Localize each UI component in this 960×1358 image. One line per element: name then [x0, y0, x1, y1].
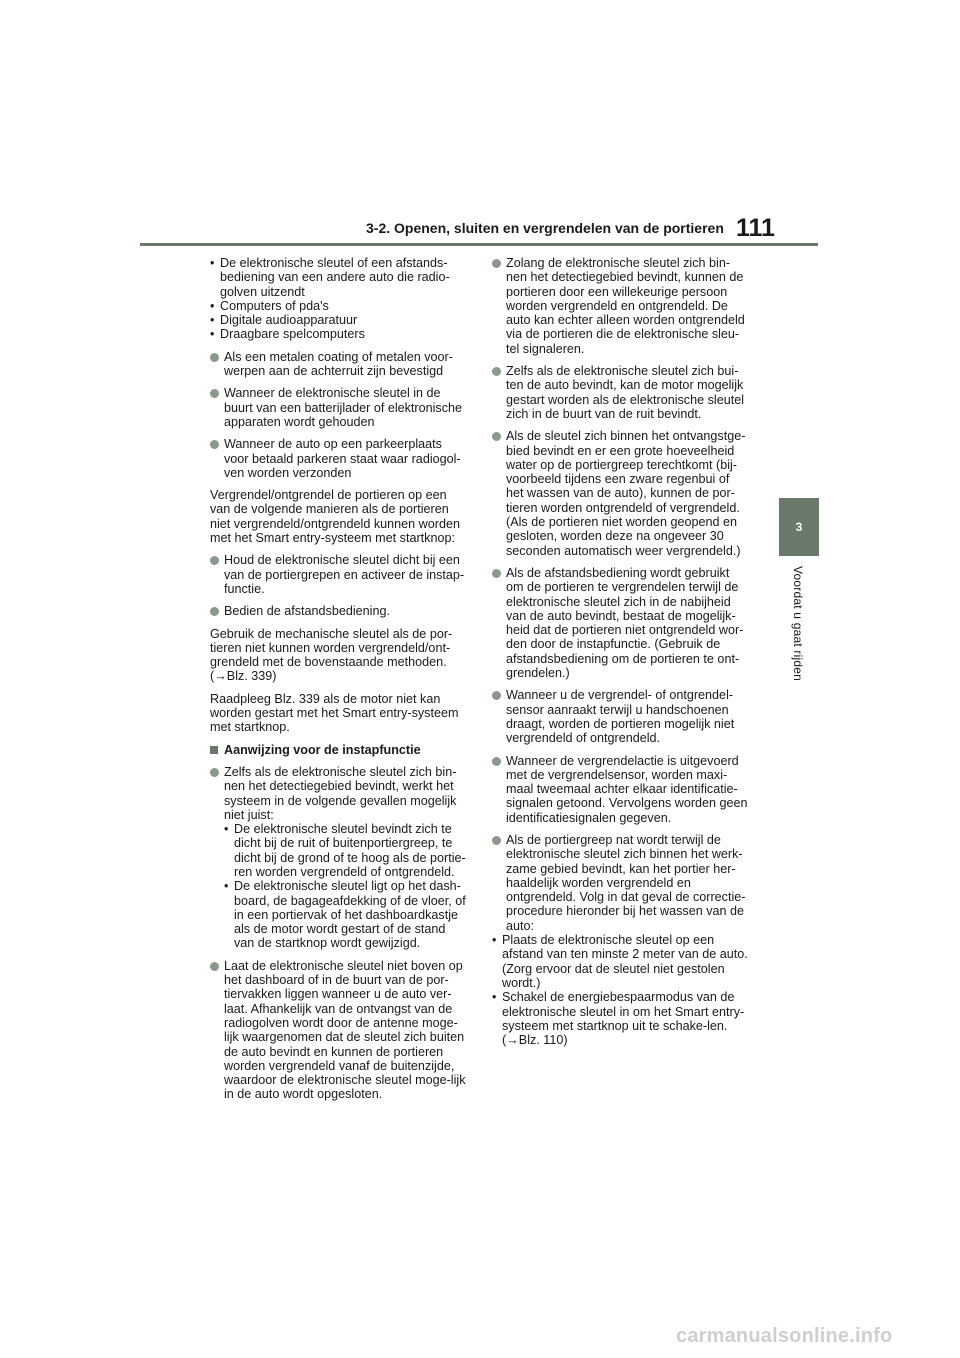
right-column: [492, 256, 748, 1055]
bullet-item: Zelfs als de elektronische sleutel zich bui-ten de auto bevindt, kan de motor mogelijk gestart worden als de elektronische sleutel zich in de buurt van de ruit bevindt.: [492, 364, 748, 421]
list-item: • Computers of pda's: [210, 299, 466, 313]
section-title: 3-2. Openen, sluiten en vergrendelen van de portieren: [366, 220, 724, 236]
bullet-dot-icon: [492, 836, 501, 845]
bullet-dot-icon: [210, 353, 219, 362]
bullet-dot-icon: [210, 607, 219, 616]
list-item: • De elektronische sleutel of een afstands-bediening van een andere auto die radio-golven uitzendt: [210, 256, 466, 299]
bullet-dot-icon: [210, 962, 219, 971]
procedure-list: [492, 933, 748, 1047]
list-item: • Schakel de energiebespaarmodus van de elektronische sleutel in om het Smart entry-systeem met startknop uit te schake-len. (→Blz. 110): [492, 990, 748, 1047]
chapter-title: Voordat u gaat rijden: [791, 566, 805, 681]
bullet-dot-icon: [492, 757, 501, 766]
bullet-dot-icon: [210, 440, 219, 449]
bullet-dot-icon: [492, 569, 501, 578]
bullet-dot-icon: [210, 768, 219, 777]
square-bullet-icon: [210, 746, 218, 754]
paragraph: Raadpleeg Blz. 339 als de motor niet kan worden gestart met het Smart entry-systeem met startknop.: [210, 691, 459, 735]
bullet-item: Wanneer de vergrendelactie is uitgevoerd met de vergrendelsensor, worden maxi-maal tweemaal achter elkaar identificatie-signalen getoond. Vervolgens worden geen identificatiesignalen gegeven.: [492, 754, 748, 825]
bullet-item: Als een metalen coating of metalen voor-werpen aan de achterruit zijn bevestigd: [210, 350, 466, 379]
watermark[interactable]: carmanualsonline.info: [676, 1325, 893, 1347]
paragraph: Gebruik de mechanische sleutel als de por-tieren niet kunnen worden vergrendeld/ont-grendeld met de bovenstaande methoden. (→Blz. 339): [210, 626, 453, 684]
bullet-dot-icon: [492, 432, 501, 441]
list-item: • De elektronische sleutel ligt op het dash-board, de bagageafdekking of de vloer, of in een portiervak of het dashboardkastje als de motor wordt gestart of de stand van de startknop wordt gewijzigd.: [224, 879, 466, 950]
bullet-dot-icon: [492, 691, 501, 700]
bullet-item: Bedien de afstandsbediening.: [210, 604, 466, 618]
subheading: Aanwijzing voor de instapfunctie: [210, 743, 466, 757]
bullet-dot-icon: [492, 259, 501, 268]
list-item: • Digitale audioapparatuur: [210, 313, 466, 327]
bullet-item: Wanneer u de vergrendel- of ontgrendel-sensor aanraakt terwijl u handschoenen draagt, worden de portieren mogelijk niet vergrendeld of ontgrendeld.: [492, 688, 748, 745]
bullet-item: Als de afstandsbediening wordt gebruikt om de portieren te vergrendelen terwijl de elektronische sleutel zich in de nabijheid van de auto bevindt, bestaat de mogelijk-heid dat de portieren niet ontgrendeld wor-den door de instapfunctie. (Gebruik de afstandsbediening om de portieren te ont-grendelen.): [492, 566, 748, 680]
bullet-dot-icon: [492, 367, 501, 376]
bullet-item: Wanneer de auto op een parkeerplaats voor betaald parkeren staat waar radiogol-ven worden verzonden: [210, 437, 466, 480]
list-item: • De elektronische sleutel bevindt zich te dicht bij de ruit of buitenportiergreep, te dicht bij de grond of te hoog als de portie-ren worden vergrendeld of ontgrendeld.: [224, 822, 466, 879]
bullet-dot-icon: [210, 389, 219, 398]
list-item: • Draagbare spelcomputers: [210, 327, 466, 341]
bullet-item: Als de portiergreep nat wordt terwijl de elektronische sleutel zich binnen het werk-zame gebied bevindt, kan het portier her-haaldelijk worden vergrendeld en ontgrendeld. Volg in dat geval de correctie-procedure hieronder bij het wassen van de auto:: [492, 833, 748, 933]
bullet-item: Zolang de elektronische sleutel zich bin-nen het detectiegebied bevindt, kunnen de portieren door een willekeurige persoon worden vergrendeld en ontgrendeld. De auto kan echter alleen worden ontgrendeld via de portieren die de elektronische sleu-tel signaleren.: [492, 256, 748, 356]
list-item: • Plaats de elektronische sleutel op een afstand van ten minste 2 meter van de auto. (Zorg ervoor dat de sleutel niet gestolen wordt.): [492, 933, 748, 990]
bullet-item: Zelfs als de elektronische sleutel zich bin-nen het detectiegebied bevindt, werkt het systeem in de volgende gevallen mogelijk niet juist: • De elektronische sleutel bevindt zich te dicht bij de ruit of buitenportiergreep, te dicht bij de grond of te hoog als de portie-ren worden vergrendeld of ontgrendeld. • De elektronische sleutel ligt op het dash-board, de bagageafdekking of de vloer, of in een portiervak of het dashboardkastje als de motor wordt gestart of de stand van de startknop wordt gewijzigd.: [210, 765, 466, 951]
chapter-number: 3: [795, 520, 803, 534]
header-rule: [140, 243, 818, 246]
bullet-item: Laat de elektronische sleutel niet boven op het dashboard of in de buurt van de por-tiervakken liggen wanneer u de auto ver-laat. Afhankelijk van de ontvangst van de radiogolven wordt door de antenne moge-lijk waargenomen dat de sleutel zich buiten de auto bevindt en kunnen de portieren worden vergrendeld vanaf de buitenzijde, waardoor de elektronische sleutel moge-lijk in de auto wordt opgesloten.: [210, 959, 466, 1102]
paragraph: Vergrendel/ontgrendel de portieren op een van de volgende manieren als de portieren niet vergrendeld/ontgrendeld kunnen worden met het Smart entry-systeem met startknop:: [210, 488, 460, 546]
bullet-dot-icon: [210, 556, 219, 565]
page-number: 111: [736, 214, 775, 242]
bullet-item: Houd de elektronische sleutel dicht bij een van de portiergrepen en activeer de instap-functie.: [210, 553, 466, 596]
chapter-tab[interactable]: [779, 498, 819, 556]
bullet-item: Als de sleutel zich binnen het ontvangstge-bied bevindt en er een grote hoeveelheid water op de portiergreep terechtkomt (bij-voorbeeld tijdens een zware regenbui of het wassen van de auto), kunnen de por-tieren worden ontgrendeld of vergrendeld. (Als de portieren niet worden geopend en gesloten, worden deze na ongeveer 30 seconden automatisch weer vergrendeld.): [492, 429, 748, 558]
interference-list: [210, 256, 466, 342]
left-column: [210, 256, 466, 1110]
bullet-item: Wanneer de elektronische sleutel in de buurt van een batterijlader of elektronische apparaten wordt gehouden: [210, 386, 466, 429]
